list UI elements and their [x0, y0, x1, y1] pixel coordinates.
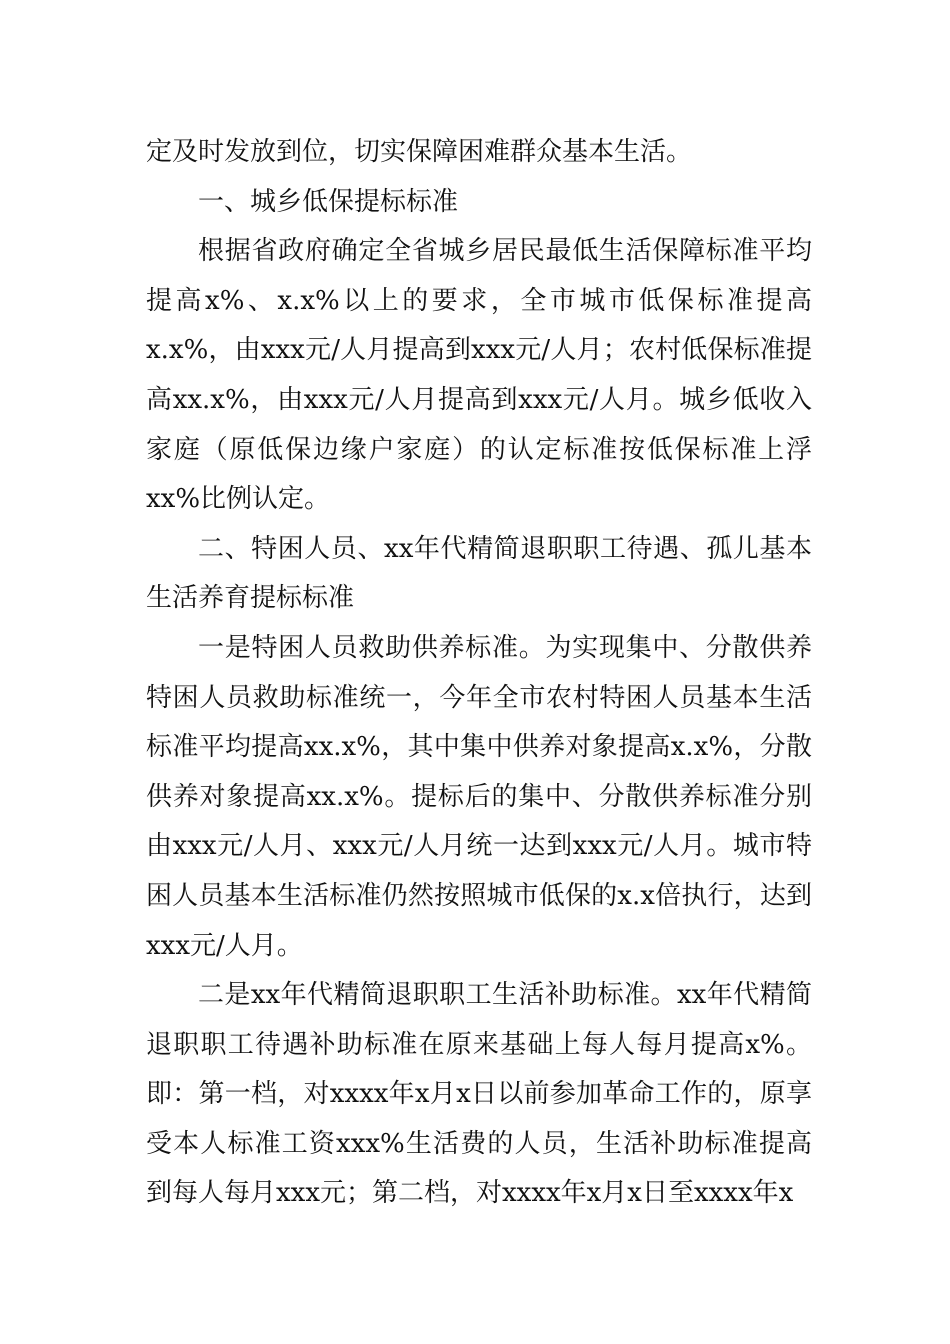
document-body [146, 128, 812, 1219]
paragraph-continuation: 定及时发放到位，切实保障困难群众基本生活。 [146, 137, 693, 167]
section-heading-2: 二、特困人员、xx年代精简退职职工待遇、孤儿基本生活养育提标标准 [146, 533, 812, 614]
paragraph-retired-worker-subsidy: 二是xx年代精简退职职工生活补助标准。xx年代精简退职职工待遇补助标准在原来基础上每人每月提高x%。即：第一档，对xxxx年x月x日以前参加革命工作的，原享受本人标准工资xxx%生活费的人员，生活补助标准提高到每人每月xxx元；第二档，对xxxx年x月x日至xxxx年x [146, 980, 812, 1209]
section-heading-1: 一、城乡低保提标标准 [198, 186, 459, 217]
paragraph-urban-rural-subsistence: 根据省政府确定全省城乡居民最低生活保障标准平均提高x%、x.x%以上的要求，全市城市低保标准提高x.x%，由xxx元/人月提高到xxx元/人月；农村低保标准提高xx.x%，由xxx元/人月提高到xxx元/人月。城乡低收入家庭（原低保边缘户家庭）的认定标准按低保标准上浮xx%比例认定。 [146, 236, 812, 515]
paragraph-destitute-support: 一是特困人员救助供养标准。为实现集中、分散供养特困人员救助标准统一，今年全市农村特困人员基本生活标准平均提高xx.x%，其中集中供养对象提高x.x%，分散供养对象提高xx.x%。提标后的集中、分散供养标准分别由xxx元/人月、xxx元/人月统一达到xxx元/人月。城市特困人员基本生活标准仍然按照城市低保的x.x倍执行，达到xxx元/人月。 [146, 632, 812, 961]
